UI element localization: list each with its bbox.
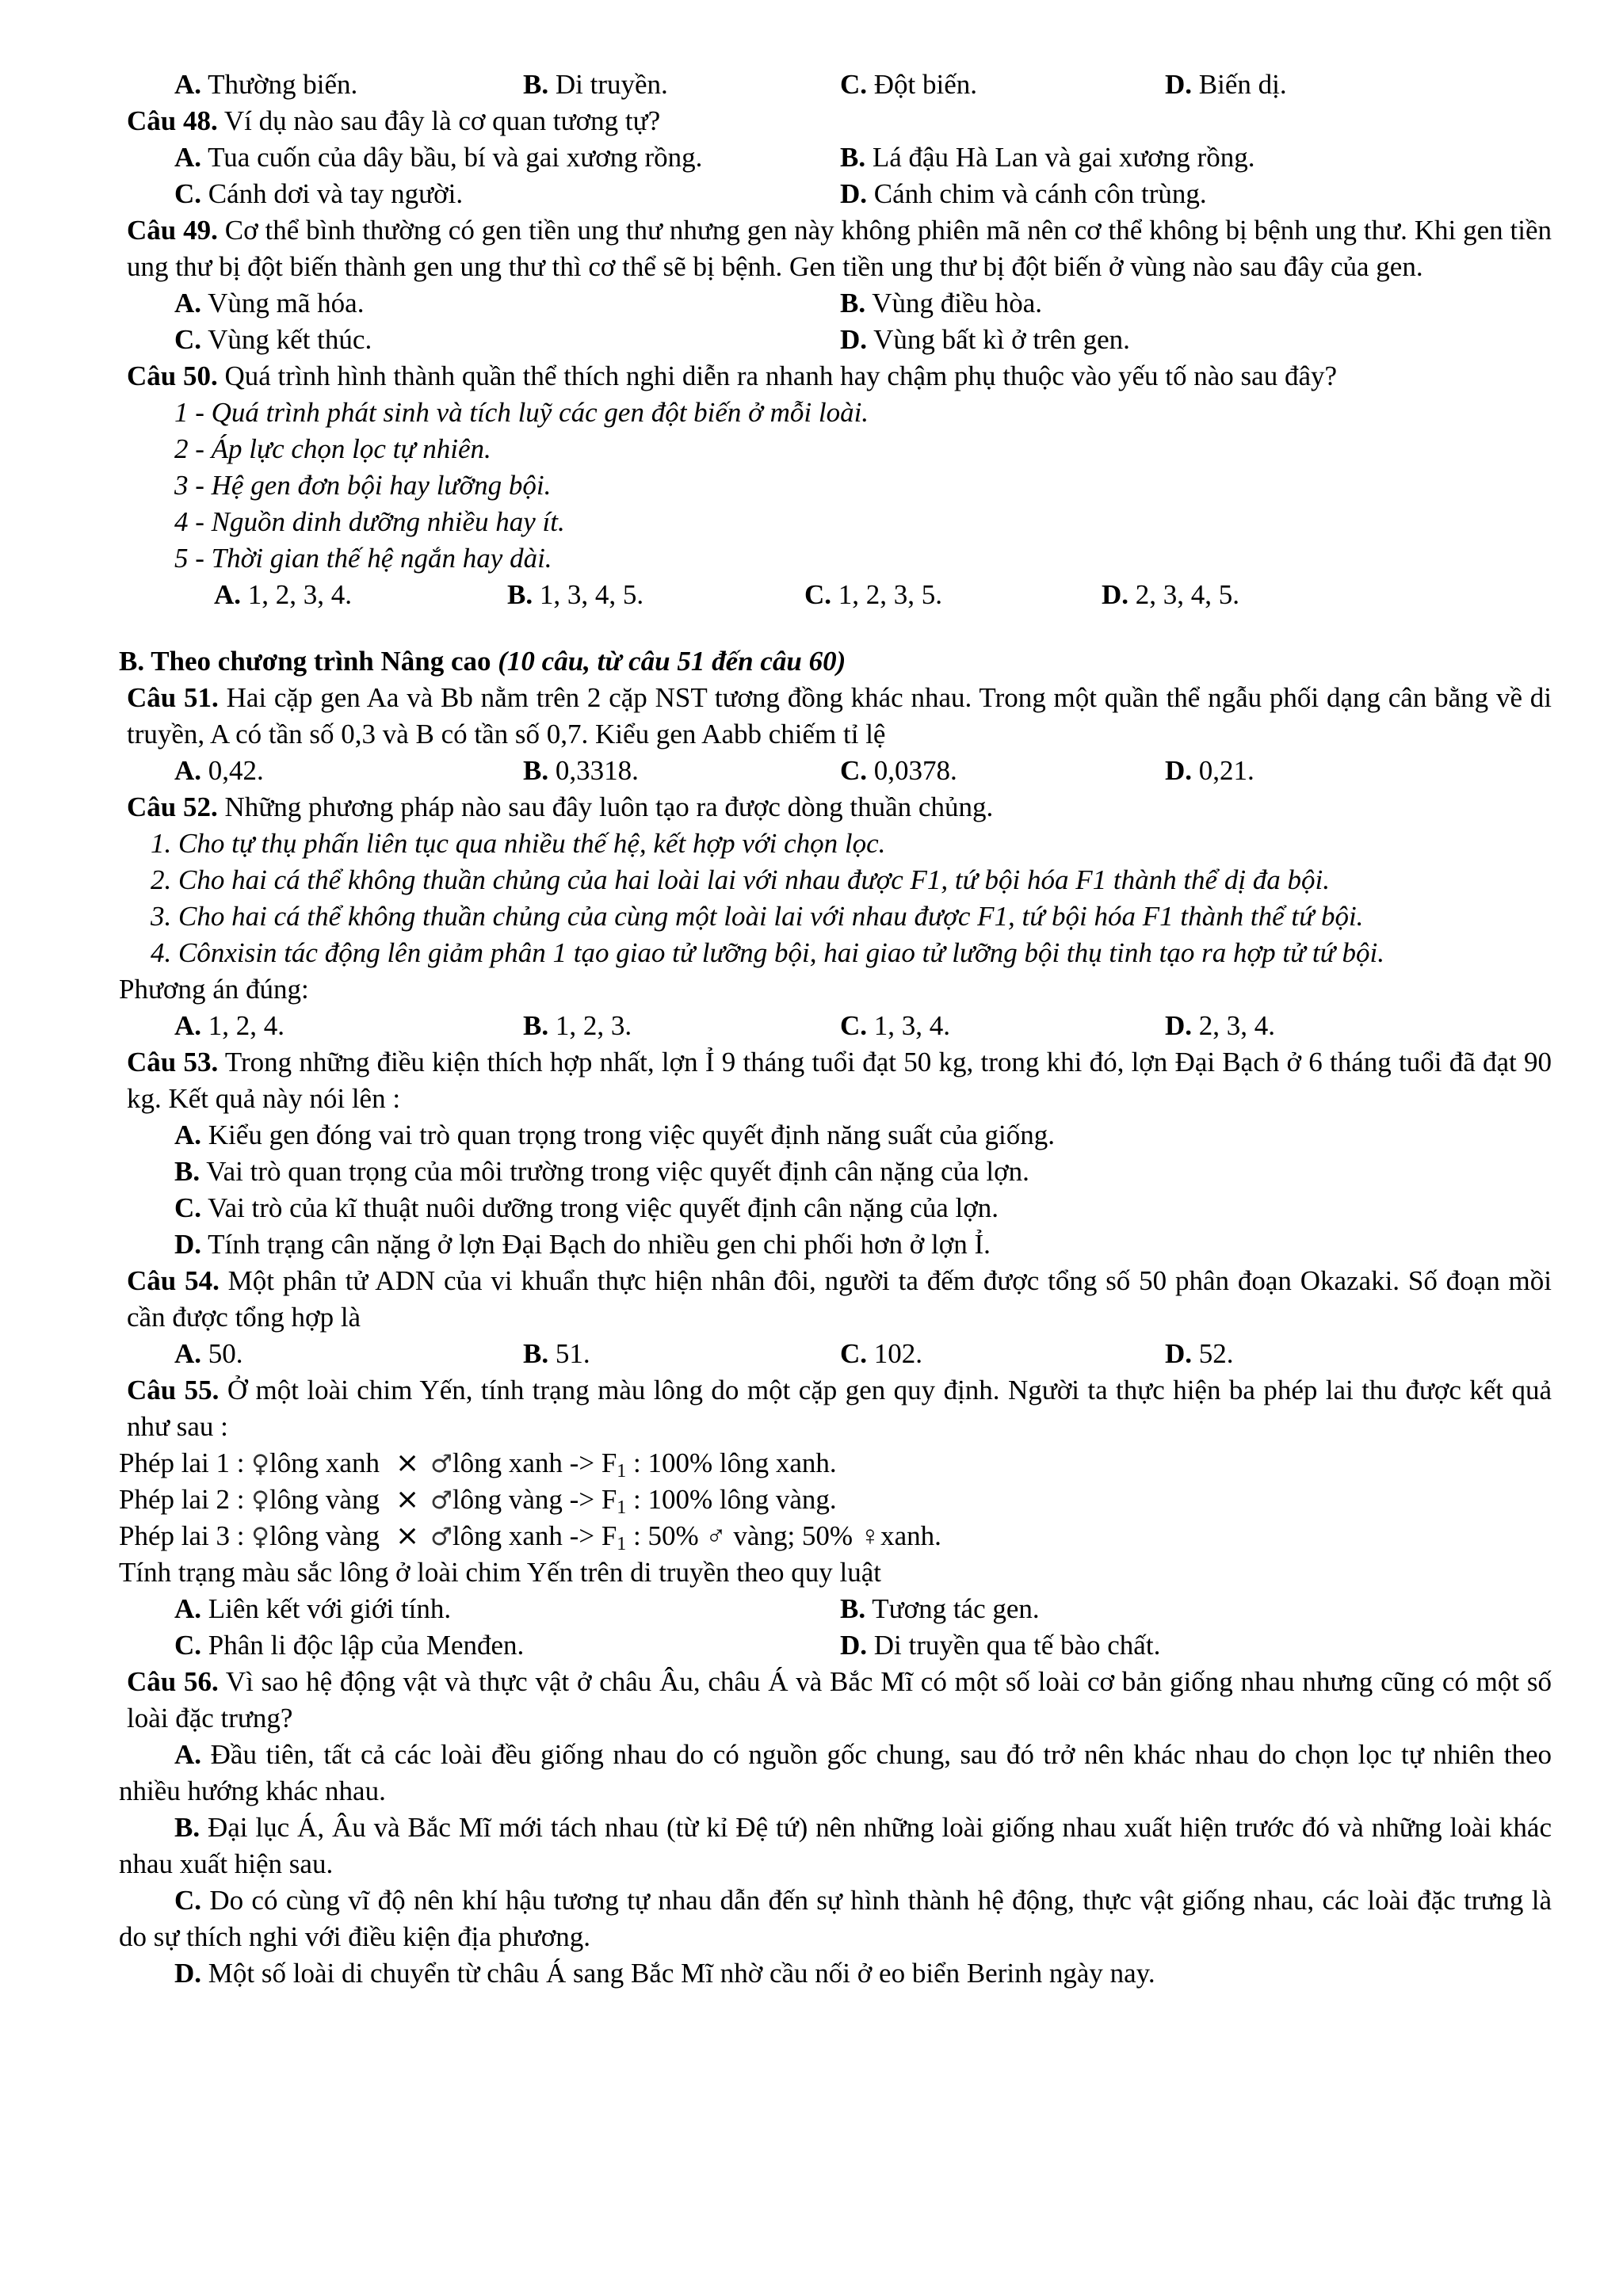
q47-option-b[interactable]: B. Di truyền. bbox=[523, 69, 668, 100]
cross-icon: × bbox=[395, 1483, 420, 1516]
q52-item-2: 2. Cho hai cá thể không thuần chủng của hai loài lai với nhau được F1, tứ bội hóa F1 thành thể dị đa bội. bbox=[151, 864, 1331, 895]
q54-stem: Câu 54. Một phân tử ADN của vi khuẩn thực hiện nhân đôi, người ta đếm được tổng số 50 phân đoạn Okazaki. Số đoạn mồi cần được tổng hợp là bbox=[127, 1265, 1552, 1333]
q56-option-c[interactable]: C. Do có cùng vĩ độ nên khí hậu tương tự nhau dẫn đến sự hình thành hệ động, thực vật giống nhau, các loài đặc trưng là do sự thích nghi với điều kiện địa phương. bbox=[119, 1885, 1552, 1952]
q56-option-d[interactable]: D. Một số loài di chuyển từ châu Á sang Bắc Mĩ nhờ cầu nối ở eo biển Berinh ngày nay. bbox=[174, 1958, 1155, 1989]
q52-stem: Câu 52. Những phương pháp nào sau đây luôn tạo ra được dòng thuần chủng. bbox=[127, 791, 994, 822]
q50-options bbox=[119, 577, 1552, 613]
q54-option-a[interactable]: A. 50. bbox=[174, 1338, 243, 1369]
q50-item-5: 5 - Thời gian thế hệ ngắn hay dài. bbox=[174, 543, 552, 574]
male-symbol-icon: ♂ bbox=[430, 1523, 453, 1551]
q50-item-3: 3 - Hệ gen đơn bội hay lưỡng bội. bbox=[174, 470, 552, 501]
q56-option-a[interactable]: A. Đầu tiên, tất cả các loài đều giống nhau do có nguồn gốc chung, sau đó trở nên khác nhau do chọn lọc tự nhiên theo nhiều hướng khác nhau. bbox=[119, 1739, 1552, 1806]
q51-option-d[interactable]: D. 0,21. bbox=[1165, 755, 1254, 786]
q48-option-b[interactable]: B. Lá đậu Hà Lan và gai xương rồng. bbox=[840, 142, 1255, 173]
q54-option-b[interactable]: B. 51. bbox=[523, 1338, 590, 1369]
q52-options bbox=[119, 1008, 1552, 1044]
q51-options bbox=[119, 753, 1552, 789]
q52-option-b[interactable]: B. 1, 2, 3. bbox=[523, 1010, 632, 1041]
section-gap bbox=[119, 613, 1552, 643]
q50-item-1: 1 - Quá trình phát sinh và tích luỹ các gen đột biến ở mỗi loài. bbox=[174, 397, 869, 428]
q56-option-b[interactable]: B. Đại lục Á, Âu và Bắc Mĩ mới tách nhau (từ kỉ Đệ tứ) nên những loài giống nhau xuất hiện trước đó và những loài khác nhau xuất hiện sau. bbox=[119, 1812, 1552, 1879]
q54-option-c[interactable]: C. 102. bbox=[840, 1338, 923, 1369]
q49-option-c[interactable]: C. Vùng kết thúc. bbox=[174, 324, 372, 355]
q47-option-a[interactable]: A. Thường biến. bbox=[174, 69, 358, 100]
q54-option-d[interactable]: D. 52. bbox=[1165, 1338, 1234, 1369]
q52-item-3: 3. Cho hai cá thể không thuần chủng của cùng một loài lai với nhau được F1, tứ bội hóa F1 thành thể tứ bội. bbox=[151, 901, 1364, 932]
q52-option-c[interactable]: C. 1, 3, 4. bbox=[840, 1010, 951, 1041]
q54-options bbox=[119, 1336, 1552, 1372]
q50-option-d[interactable]: D. 2, 3, 4, 5. bbox=[1102, 579, 1240, 610]
q48-option-a[interactable]: A. Tua cuốn của dây bầu, bí và gai xương rồng. bbox=[174, 142, 703, 173]
q48-option-d[interactable]: D. Cánh chim và cánh côn trùng. bbox=[840, 178, 1207, 209]
cross-icon: × bbox=[395, 1447, 420, 1479]
female-symbol-icon: ♀ bbox=[251, 1450, 269, 1478]
q53-option-d[interactable]: D. Tính trạng cân nặng ở lợn Đại Bạch do nhiều gen chi phối hơn ở lợn Ỉ. bbox=[174, 1229, 991, 1260]
q55-options-row2 bbox=[119, 1627, 1552, 1664]
q55-cross-2: Phép lai 2 : ♀lông vàng × ♂lông vàng -> $F_1$ : 100% lông vàng. bbox=[119, 1483, 837, 1518]
q47-option-d[interactable]: D. Biến dị. bbox=[1165, 69, 1287, 100]
q55-option-d[interactable]: D. Di truyền qua tế bào chất. bbox=[840, 1630, 1161, 1661]
exam-page bbox=[119, 67, 1552, 1992]
q51-option-b[interactable]: B. 0,3318. bbox=[523, 755, 639, 786]
q55-options-row1 bbox=[119, 1591, 1552, 1627]
q50-item-4: 4 - Nguồn dinh dưỡng nhiều hay ít. bbox=[174, 506, 565, 537]
q49-stem: Câu 49. Cơ thể bình thường có gen tiền ung thư nhưng gen này không phiên mã nên cơ thể không bị bệnh ung thư. Khi gen tiền ung thư bị đột biến thành gen ung thư thì cơ thể sẽ bị bệnh. Gen tiền ung thư bị đột biến ở vùng nào sau đây của gen. bbox=[127, 215, 1552, 282]
q51-stem: Câu 51. Hai cặp gen Aa và Bb nằm trên 2 cặp NST tương đồng khác nhau. Trong một quần thể ngẫu phối dạng cân bằng về di truyền, A có tần số 0,3 và B có tần số 0,7. Kiểu gen Aabb chiếm tỉ lệ bbox=[127, 682, 1552, 749]
q55-stem: Câu 55. Ở một loài chim Yến, tính trạng màu lông do một cặp gen quy định. Người ta thực hiện ba phép lai thu được kết quả như sau : bbox=[127, 1375, 1552, 1442]
q48-options-row1 bbox=[119, 139, 1552, 176]
q55-option-b[interactable]: B. Tương tác gen. bbox=[840, 1593, 1040, 1624]
q56-stem: Câu 56. Vì sao hệ động vật và thực vật ở châu Âu, châu Á và Bắc Mĩ có một số loài cơ bản giống nhau nhưng cũng có một số loài đặc trưng? bbox=[127, 1666, 1552, 1733]
male-symbol-icon: ♂ bbox=[430, 1486, 453, 1515]
male-symbol-icon: ♂ bbox=[430, 1450, 453, 1478]
q55-cross-3: Phép lai 3 : ♀lông vàng × ♂lông xanh -> $F_1$ : 50% ♂ vàng; 50% ♀xanh. bbox=[119, 1520, 941, 1554]
q52-option-d[interactable]: D. 2, 3, 4. bbox=[1165, 1010, 1276, 1041]
q52-item-4: 4. Cônxisin tác động lên giảm phân 1 tạo giao tử lưỡng bội, hai giao tử lưỡng bội thụ tinh tạo ra hợp tử tứ bội. bbox=[151, 937, 1384, 968]
q55-question: Tính trạng màu sắc lông ở loài chim Yến trên di truyền theo quy luật bbox=[119, 1557, 881, 1588]
q49-option-b[interactable]: B. Vùng điều hòa. bbox=[840, 288, 1043, 318]
q49-options-row2 bbox=[119, 322, 1552, 358]
q53-stem: Câu 53. Trong những điều kiện thích hợp nhất, lợn Ỉ 9 tháng tuổi đạt 50 kg, trong khi đó, lợn Đại Bạch ở 6 tháng tuổi đã đạt 90 kg. Kết quả này nói lên : bbox=[127, 1047, 1552, 1114]
q55-option-a[interactable]: A. Liên kết với giới tính. bbox=[174, 1593, 452, 1624]
q53-option-b[interactable]: B. Vai trò quan trọng của môi trường trong việc quyết định cân nặng của lợn. bbox=[174, 1156, 1029, 1187]
q51-option-a[interactable]: A. 0,42. bbox=[174, 755, 264, 786]
q47-option-c[interactable]: C. Đột biến. bbox=[840, 69, 978, 100]
q53-option-a[interactable]: A. Kiểu gen đóng vai trò quan trọng trong việc quyết định năng suất của giống. bbox=[174, 1119, 1056, 1150]
q52-option-a[interactable]: A. 1, 2, 4. bbox=[174, 1010, 285, 1041]
section-b-heading: B. Theo chương trình Nâng cao (10 câu, từ câu 51 đến câu 60) bbox=[119, 646, 846, 677]
q55-cross-1: Phép lai 1 : ♀lông xanh × ♂lông xanh -> $F_1$ : 100% lông xanh. bbox=[119, 1447, 837, 1482]
q49-option-d[interactable]: D. Vùng bất kì ở trên gen. bbox=[840, 324, 1130, 355]
q50-stem: Câu 50. Quá trình hình thành quần thể thích nghi diễn ra nhanh hay chậm phụ thuộc vào yếu tố nào sau đây? bbox=[127, 360, 1338, 391]
q55-option-c[interactable]: C. Phân li độc lập của Menđen. bbox=[174, 1630, 525, 1661]
q48-stem: Câu 48. Ví dụ nào sau đây là cơ quan tương tự? bbox=[127, 105, 661, 136]
female-symbol-icon: ♀ bbox=[251, 1523, 269, 1551]
q50-item-2: 2 - Áp lực chọn lọc tự nhiên. bbox=[174, 433, 491, 464]
q47-options bbox=[119, 67, 1552, 103]
q50-option-b[interactable]: B. 1, 3, 4, 5. bbox=[507, 579, 644, 610]
q50-option-a[interactable]: A. 1, 2, 3, 4. bbox=[214, 579, 353, 610]
q48-option-c[interactable]: C. Cánh dơi và tay người. bbox=[174, 178, 464, 209]
q52-item-1: 1. Cho tự thụ phấn liên tục qua nhiều thế hệ, kết hợp với chọn lọc. bbox=[151, 828, 886, 859]
cross-icon: × bbox=[395, 1520, 420, 1552]
female-symbol-icon: ♀ bbox=[251, 1486, 269, 1515]
q53-option-c[interactable]: C. Vai trò của kĩ thuật nuôi dưỡng trong việc quyết định cân nặng của lợn. bbox=[174, 1192, 999, 1223]
q49-option-a[interactable]: A. Vùng mã hóa. bbox=[174, 288, 365, 318]
q52-answer-prompt: Phương án đúng: bbox=[119, 974, 309, 1005]
q51-option-c[interactable]: C. 0,0378. bbox=[840, 755, 957, 786]
q50-option-c[interactable]: C. 1, 2, 3, 5. bbox=[804, 579, 943, 610]
q49-options-row1 bbox=[119, 285, 1552, 322]
q48-options-row2 bbox=[119, 176, 1552, 212]
